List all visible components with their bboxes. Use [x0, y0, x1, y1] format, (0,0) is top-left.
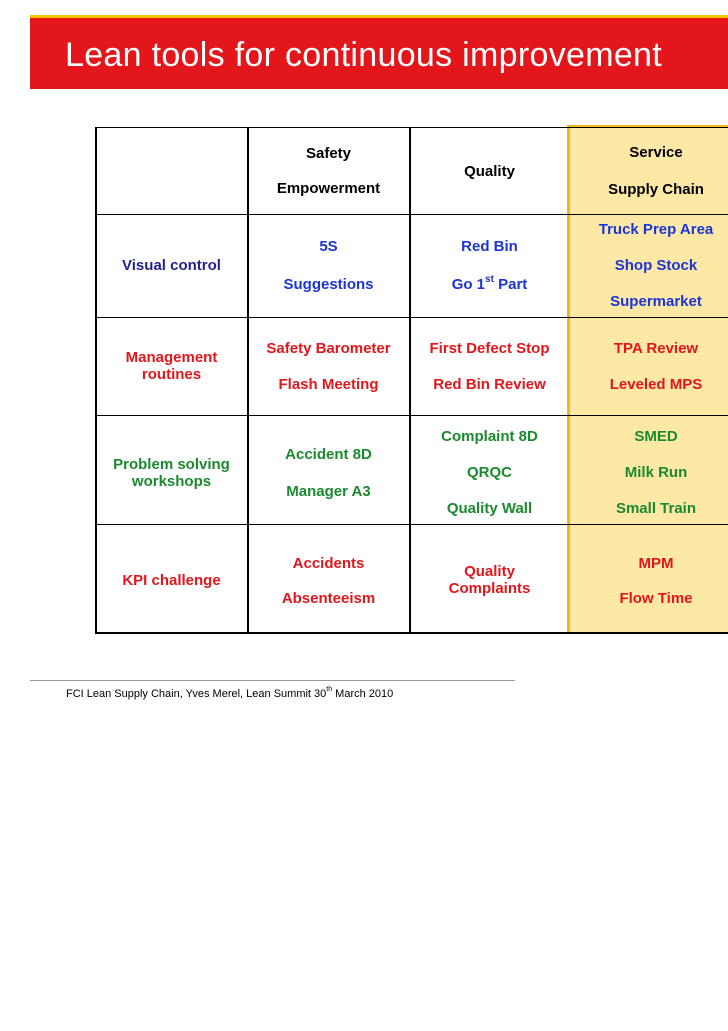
tool-red-bin-review: Red Bin Review: [433, 376, 546, 393]
tool-quality-wall: Quality Wall: [446, 500, 533, 517]
row-label-management: Management: [125, 349, 218, 366]
tool-tpa-review: TPA Review: [613, 340, 699, 357]
header-safety: Safety: [305, 145, 352, 162]
tool-flash-meeting: Flash Meeting: [278, 376, 379, 393]
tool-accident-8d: Accident 8D: [285, 446, 372, 463]
header-service: Service: [629, 144, 683, 161]
row-divider-management: [95, 317, 728, 318]
tool-5s: 5S: [319, 238, 338, 255]
tool-suggestions: Suggestions: [283, 276, 374, 293]
tool-truck-prep-area: Truck Prep Area: [598, 221, 714, 238]
footer-text: FCI Lean Supply Chain, Yves Merel, Lean Summit 30: [66, 688, 327, 700]
tool-first-defect-stop: First Defect Stop: [429, 340, 550, 357]
footer-divider: [30, 680, 515, 681]
header-quality: Quality: [464, 163, 515, 180]
footer-citation: [66, 688, 393, 700]
tool-shop-stock: Shop Stock: [614, 257, 698, 274]
tool-absenteeism: Absenteeism: [281, 590, 376, 607]
row-divider-problem-solving: [95, 415, 728, 416]
tool-supermarket: Supermarket: [610, 293, 702, 310]
page-title: Lean tools for continuous improvement: [65, 36, 662, 74]
tool-go-first-part-text: Go 1: [451, 276, 486, 293]
tool-small-train: Small Train: [615, 500, 697, 517]
row-divider-visual-control: [95, 214, 728, 215]
row-divider-kpi: [95, 524, 728, 525]
row-label-workshops: workshops: [131, 473, 212, 490]
tool-red-bin: Red Bin: [461, 238, 518, 255]
tool-flow-time: Flow Time: [619, 590, 693, 607]
tool-qrqc: QRQC: [467, 464, 512, 481]
tool-go-first-part-sup: st: [485, 274, 494, 285]
row-label-problem-solving: Problem solving: [113, 456, 230, 473]
header-empowerment: Empowerment: [276, 180, 381, 197]
tool-smed: SMED: [634, 428, 678, 445]
table-border-top: [95, 127, 728, 128]
tool-complaint-8d: Complaint 8D: [441, 428, 538, 445]
table-border-bottom: [95, 632, 728, 634]
tool-complaints: Complaints: [448, 580, 531, 597]
row-label-visual-control: Visual control: [122, 257, 221, 274]
header-supply-chain: Supply Chain: [608, 181, 704, 198]
row-label-kpi-challenge: KPI challenge: [122, 572, 221, 589]
tool-mpm: MPM: [638, 555, 674, 572]
tool-go-first-part-suffix: Part: [493, 276, 528, 293]
footer-text-end: March 2010: [332, 688, 394, 700]
tool-leveled-mps: Leveled MPS: [609, 376, 703, 393]
tool-accidents: Accidents: [292, 555, 365, 572]
tool-milk-run: Milk Run: [624, 464, 688, 481]
row-label-routines: routines: [141, 366, 202, 383]
tool-quality: Quality: [464, 563, 515, 580]
tool-manager-a3: Manager A3: [286, 483, 371, 500]
tool-go-first-part: [410, 276, 569, 294]
tool-safety-barometer: Safety Barometer: [266, 340, 391, 357]
footer-sup: th: [326, 686, 333, 694]
